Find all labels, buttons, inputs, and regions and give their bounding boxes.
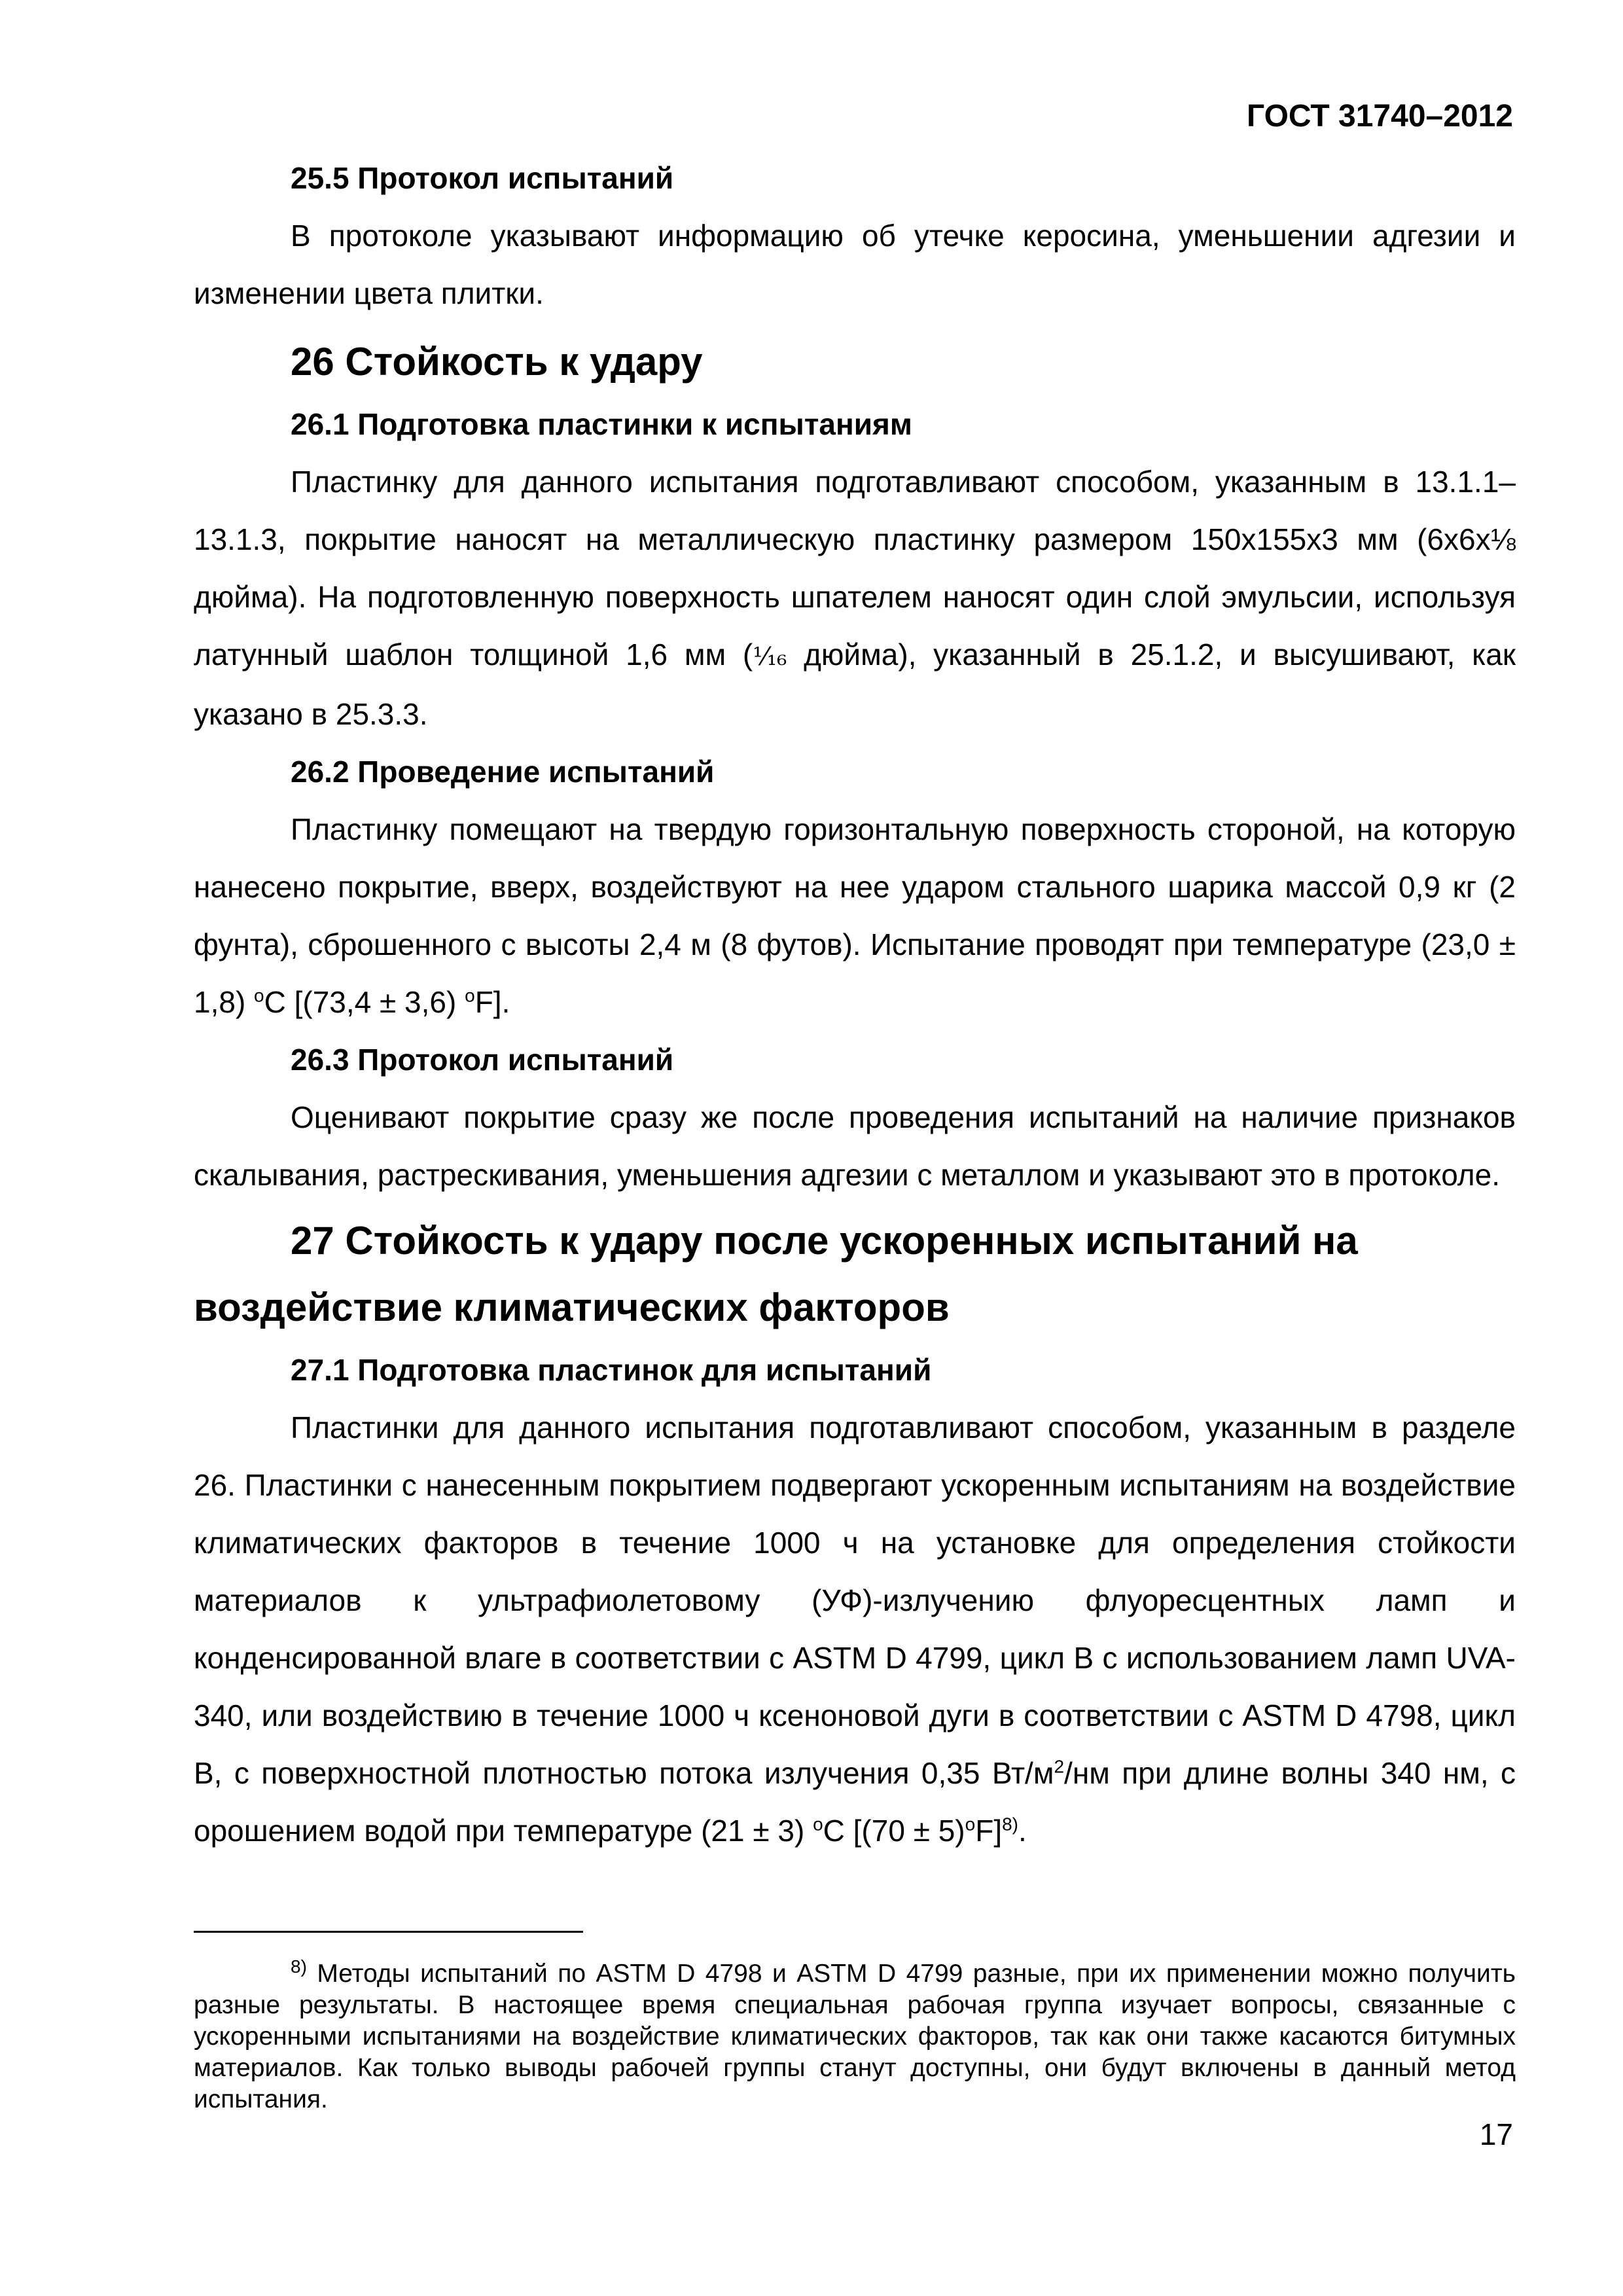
footnote-marker: 8) — [291, 1956, 307, 1977]
paragraph-26-1-part-b: дюйма), указанный в 25.1.2, и высушивают, как указано в 25.3.3. — [194, 637, 1516, 731]
heading-27: 27 Стойкость к удару после ускоренных испытаний на воздействие климатических факторов — [194, 1219, 1358, 1329]
footnote-text: Методы испытаний по ASTM D 4798 и ASTM D 4799 разные, при их применении можно получить разные результаты. В настоящее время специальная рабочая группа изучает вопросы, связанные с ускоренными испытаниями на воздействие климатических факторов, так как они также касаются битумных материалов. Как только выводы рабочей группы станут доступны, они будут включены в данный метод испытания. — [194, 1960, 1516, 2113]
page-content — [194, 149, 1516, 1859]
document-code: ГОСТ 31740–2012 — [1247, 99, 1513, 134]
paragraph-27-1-part-b: /нм при длине волны 340 нм, с орошением водой при температуре (21 ± 3) — [194, 1756, 1516, 1848]
paragraph-26-2-part-c: F]. — [474, 985, 510, 1019]
superscript-squared: 2 — [1054, 1756, 1065, 1777]
paragraph-27-1-part-d: F] — [975, 1814, 1003, 1848]
paragraph-26-3: Оценивают покрытие сразу же после проведения испытаний на наличие признаков скалывания, растрескивания, уменьшения адгезии с металлом и указывают это в протоколе. — [194, 1100, 1516, 1192]
fraction-one-sixteenth: ¹⁄₁₆ — [753, 642, 787, 671]
heading-26-3: 26.3 Протокол испытаний — [291, 1043, 674, 1077]
paragraph-27-1 — [194, 1399, 1516, 1859]
heading-26-2: 26.2 Проведение испытаний — [291, 755, 715, 789]
heading-27-1: 27.1 Подготовка пластинок для испытаний — [291, 1353, 932, 1387]
footnote-divider — [194, 1931, 583, 1933]
paragraph-26-1-part-a: Пластинку для данного испытания подготавливают способом, указанным в 13.1.1–13.1.3, покрытие наносят на металлическую пластинку размером 150x155x3 мм (6x6x⅛ дюйма). На подготовленную поверхность шпателем наносят один слой эмульсии, используя латунный шаблон толщиной 1,6 мм ( — [194, 465, 1516, 672]
paragraph-26-1 — [194, 453, 1516, 743]
footnote-8-body — [194, 1958, 1516, 2115]
paragraph-26-2 — [194, 800, 1516, 1031]
degree-sign: o — [813, 1814, 823, 1835]
paragraph-27-1-part-c: C [(70 ± 5) — [823, 1814, 965, 1848]
heading-25-5: 25.5 Протокол испытаний — [291, 161, 674, 195]
paragraph-26-2-part-b: C [(73,4 ± 3,6) — [264, 985, 465, 1019]
page-number: 17 — [1479, 2117, 1513, 2151]
heading-26: 26 Стойкость к удару — [291, 340, 703, 384]
paragraph-26-2-part-a: Пластинку помещают на твердую горизонтальную поверхность стороной, на которую нанесено покрытие, вверх, воздействуют на нее ударом стального шарика массой 0,9 кг (2 фунта), сброшенного с высоты 2,4 м (8 футов). Испытание проводят при температуре (23,0 ± 1,8) — [194, 812, 1516, 1019]
degree-sign: o — [965, 1814, 976, 1835]
footnote-8 — [194, 1958, 1516, 2115]
degree-sign: o — [254, 985, 264, 1006]
footnote-reference[interactable]: 8) — [1002, 1814, 1019, 1835]
paragraph-27-1-part-e: . — [1018, 1814, 1027, 1848]
paragraph-25-5: В протоколе указывают информацию об утечке керосина, уменьшении адгезии и изменении цвета плитки. — [194, 219, 1516, 310]
heading-26-1: 26.1 Подготовка пластинки к испытаниям — [291, 407, 912, 441]
paragraph-27-1-part-a: Пластинки для данного испытания подготавливают способом, указанным в разделе 26. Пластинки с нанесенным покрытием подвергают ускоренным испытаниям на воздействие климатических факторов в течение 1000 ч на установке для определения стойкости материалов к ультрафиолетовому (УФ)-излучению флуоресцентных ламп и конденсированной влаге в соответствии с ASTM D 4799, цикл B с использованием ламп UVA-340, или воздействию в течение 1000 ч ксеноновой дуги в соответствии с ASTM D 4798, цикл B, с поверхностной плотностью потока излучения 0,35 Вт/м — [194, 1410, 1516, 1790]
degree-sign: o — [465, 985, 475, 1006]
